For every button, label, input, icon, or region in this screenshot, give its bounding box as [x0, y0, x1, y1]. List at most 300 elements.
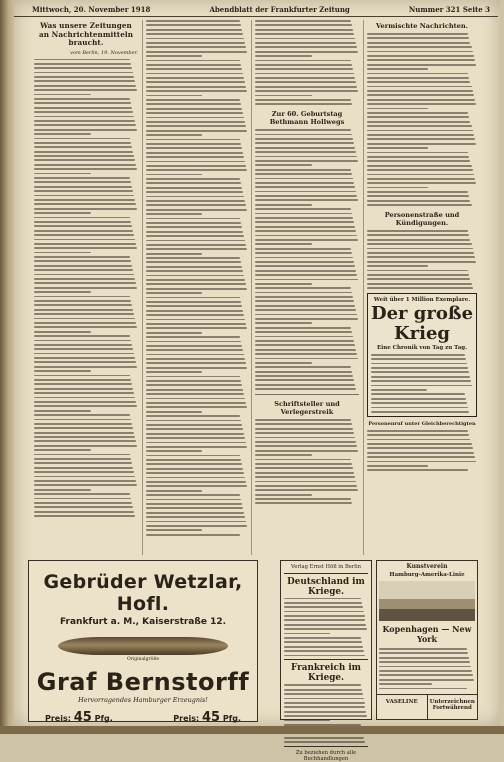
text-line: [146, 455, 240, 457]
text-line: [367, 278, 470, 280]
text-line: [34, 370, 91, 372]
text-line: [34, 366, 137, 368]
text-line: [34, 164, 136, 166]
text-line: [367, 274, 469, 276]
text-line: [367, 230, 468, 232]
text-line: [146, 134, 202, 136]
text-line: [255, 419, 351, 421]
text-line: [367, 33, 468, 35]
cigar-advertisement: [28, 560, 258, 725]
divider: [284, 573, 368, 574]
text-line: [146, 336, 240, 338]
text-line: [367, 169, 473, 171]
text-line: [367, 46, 472, 48]
text-line: [284, 720, 330, 722]
text-line: [34, 102, 131, 104]
text-line: [34, 133, 91, 135]
text-line: [255, 287, 351, 289]
book-advertisement: [367, 293, 477, 417]
text-line: [255, 60, 351, 62]
text-line: [34, 256, 130, 258]
text-line: [146, 55, 202, 57]
text-line: [284, 650, 364, 652]
text-line: [367, 64, 476, 66]
text-line: [379, 683, 432, 685]
text-line: [146, 424, 242, 426]
text-line: [34, 480, 136, 482]
text-line: [255, 252, 352, 254]
text-line: [255, 138, 353, 140]
text-line: [146, 178, 240, 180]
text-line: [146, 191, 243, 193]
text-line: [255, 292, 352, 294]
text-line: [367, 256, 475, 258]
text-line: [146, 125, 246, 127]
ad-subtitle: Eine Chronik von Tag zu Tag.: [376, 344, 468, 351]
text-line: [367, 116, 469, 118]
column-2: [146, 20, 248, 536]
text-line: [34, 120, 135, 122]
text-line: [367, 143, 476, 145]
text-line: [146, 266, 242, 268]
divider: [255, 394, 359, 395]
text-line: [284, 646, 363, 648]
text-line: [34, 168, 137, 170]
section-heading: Zur 60. Geburtstag Bethmann Hollwegs: [269, 110, 345, 127]
text-line: [255, 336, 353, 338]
text-line: [255, 371, 352, 373]
text-line: [146, 174, 202, 176]
text-line: [34, 212, 91, 214]
text-line: [379, 648, 467, 650]
text-line: [34, 94, 91, 96]
text-line: [146, 68, 242, 70]
text-line: [34, 335, 130, 337]
text-line: [371, 354, 465, 356]
text-line: [34, 146, 132, 148]
text-line: [367, 121, 470, 123]
text-line: [367, 130, 473, 132]
text-line: [146, 204, 246, 206]
text-line: [146, 442, 246, 444]
text-line: [146, 139, 240, 141]
text-line: [34, 493, 130, 495]
text-line: [34, 76, 134, 78]
text-line: [146, 319, 245, 321]
text-line: [34, 199, 135, 201]
text-line: [146, 297, 240, 299]
text-line: [255, 423, 352, 425]
text-line: [34, 85, 136, 87]
text-line: [255, 494, 312, 496]
text-line: [34, 440, 136, 442]
text-line: [255, 24, 352, 26]
text-line: [34, 234, 134, 236]
text-line: [34, 217, 130, 219]
page-edge-left: [0, 0, 14, 734]
text-line: [146, 161, 245, 163]
text-line: [379, 674, 473, 676]
article-body: [367, 230, 477, 289]
text-line: [255, 29, 353, 31]
text-line: [146, 235, 244, 237]
text-line: [255, 204, 312, 206]
section-heading: Schriftsteller und Verlegerstreik: [274, 400, 340, 417]
text-line: [255, 309, 356, 311]
text-line: [146, 112, 243, 114]
text-line: [146, 468, 243, 470]
text-line: [34, 63, 131, 65]
text-line: [146, 42, 245, 44]
text-line: [255, 77, 355, 79]
shipping-advertisement: [376, 560, 478, 720]
text-line: [367, 443, 472, 445]
text-line: [367, 77, 469, 79]
text-line: [255, 476, 355, 478]
text-line: [255, 463, 352, 465]
text-line: [367, 103, 476, 105]
text-line: [34, 397, 135, 399]
text-line: [367, 59, 475, 61]
text-line: [146, 288, 247, 290]
text-line: [146, 499, 241, 501]
text-line: [34, 304, 132, 306]
text-line: [367, 134, 474, 136]
notice-line: Personenruf unter Gleichberechtigten: [368, 420, 476, 427]
text-line: [255, 322, 312, 324]
text-line: [34, 427, 133, 429]
article-body: [255, 20, 359, 105]
text-line: [255, 489, 358, 491]
text-line: [284, 741, 365, 743]
text-line: [34, 252, 91, 254]
text-line: [255, 314, 357, 316]
text-line: [146, 301, 241, 303]
text-line: [146, 450, 202, 452]
text-line: [255, 265, 355, 267]
text-line: [255, 467, 353, 469]
header-date: Mittwoch, 20. November 1918: [32, 4, 151, 14]
text-line: [34, 142, 131, 144]
text-line: [367, 55, 474, 57]
text-line: [255, 331, 352, 333]
text-line: [255, 103, 352, 105]
text-line: [34, 129, 137, 131]
text-line: [255, 432, 354, 434]
text-line: [367, 178, 475, 180]
text-line: [367, 270, 468, 272]
text-line: [146, 389, 243, 391]
text-line: [367, 108, 428, 110]
text-line: [255, 33, 354, 35]
text-line: [255, 129, 351, 131]
text-line: [146, 428, 243, 430]
text-line: [284, 706, 365, 708]
text-line: [255, 366, 351, 368]
text-line: [367, 243, 472, 245]
text-line: [367, 42, 470, 44]
text-line: [255, 142, 354, 144]
text-line: [367, 51, 473, 53]
text-line: [371, 371, 469, 373]
text-line: [34, 423, 132, 425]
text-line: [146, 222, 241, 224]
column-1: [34, 20, 138, 517]
text-line: [255, 327, 351, 329]
text-line: [371, 380, 471, 382]
text-line: [146, 218, 240, 220]
text-line: [34, 506, 133, 508]
text-line: [371, 367, 468, 369]
text-line: [34, 353, 134, 355]
text-line: [284, 702, 365, 704]
text-line: [146, 393, 244, 395]
text-line: [367, 187, 428, 189]
ad-title: Der große Krieg: [371, 302, 474, 344]
text-line: [34, 269, 133, 271]
text-line: [146, 516, 245, 518]
text-line: [367, 152, 468, 154]
text-line: [255, 64, 352, 66]
text-line: [146, 472, 244, 474]
text-line: [146, 332, 202, 334]
text-line: [255, 226, 355, 228]
text-line: [34, 274, 134, 276]
text-line: [255, 318, 358, 320]
text-line: [34, 300, 131, 302]
ad-footer: Zu beziehen durch alle Buchhandlungen: [295, 750, 357, 762]
text-line: [367, 234, 469, 236]
text-line: [34, 445, 137, 447]
price-left: Preis: 45 Pfg.: [45, 710, 113, 725]
text-line: [34, 239, 135, 241]
text-line: [284, 684, 361, 686]
text-line: [284, 628, 367, 630]
text-line: [34, 72, 133, 74]
text-line: [255, 248, 351, 250]
text-line: [34, 449, 91, 451]
text-line: [255, 428, 353, 430]
text-line: [255, 199, 358, 201]
text-line: [255, 305, 355, 307]
header-page: Nummer 321 Seite 3: [408, 4, 490, 14]
text-line: [34, 484, 137, 486]
text-line: [146, 64, 241, 66]
text-line: [146, 402, 246, 404]
text-line: [367, 174, 474, 176]
text-line: [367, 434, 469, 436]
text-line: [371, 358, 466, 360]
text-line: [367, 200, 470, 202]
text-line: [255, 186, 355, 188]
text-line: [367, 86, 472, 88]
text-line: [367, 204, 472, 206]
text-line: [34, 405, 137, 407]
text-line: [146, 433, 244, 435]
text-line: [34, 476, 135, 478]
text-line: [284, 624, 366, 626]
text-line: [34, 159, 135, 161]
column-3: [255, 20, 359, 504]
text-line: [34, 309, 133, 311]
ad-title: Deutschland im Kriege.: [287, 576, 365, 597]
text-line: [146, 314, 244, 316]
section-heading: Vermischte Nachrichten.: [376, 22, 468, 30]
text-line: [255, 239, 358, 241]
text-line: [255, 151, 356, 153]
divider: [284, 659, 368, 660]
text-line: [34, 322, 136, 324]
text-line: [367, 112, 468, 114]
text-line: [367, 465, 428, 467]
text-line: [367, 261, 476, 263]
ad-kicker: Weit über 1 Million Exemplare.: [373, 296, 471, 303]
text-line: [367, 252, 474, 254]
text-line: [146, 371, 202, 373]
text-line: [255, 243, 312, 245]
text-line: [146, 521, 246, 523]
text-line: [371, 363, 467, 365]
text-line: [146, 376, 240, 378]
text-line: [255, 191, 356, 193]
text-line: [34, 151, 133, 153]
ad-body: [371, 354, 473, 413]
column-4: [367, 20, 477, 471]
text-line: [255, 73, 354, 75]
text-line: [367, 191, 468, 193]
text-line: [34, 357, 135, 359]
text-line: [255, 230, 356, 232]
text-line: [255, 340, 354, 342]
text-line: [34, 181, 131, 183]
text-line: [255, 459, 351, 461]
text-line: [146, 103, 241, 105]
text-line: [379, 679, 474, 681]
text-line: [146, 358, 245, 360]
text-line: [367, 37, 469, 39]
text-line: [255, 441, 356, 443]
text-line: [34, 511, 134, 513]
text-line: [367, 239, 470, 241]
text-line: [34, 383, 132, 385]
text-line: [371, 407, 468, 409]
text-line: [146, 323, 246, 325]
text-line: [255, 353, 357, 355]
book-series-advertisement: [280, 560, 372, 762]
text-line: [367, 287, 473, 289]
text-line: [146, 240, 245, 242]
article-body: [255, 129, 359, 390]
text-line: [34, 67, 132, 69]
text-line: [367, 68, 428, 70]
ad-address: Frankfurt a. M., Kaiserstraße 12.: [59, 617, 227, 627]
text-line: [146, 213, 202, 215]
text-line: [34, 282, 136, 284]
text-line: [255, 178, 353, 180]
text-line: [34, 331, 91, 333]
text-line: [146, 257, 240, 259]
text-line: [255, 384, 355, 386]
text-line: [34, 225, 132, 227]
text-line: [255, 213, 352, 215]
text-line: [367, 283, 472, 285]
text-line: [146, 209, 247, 211]
text-line: [34, 221, 131, 223]
header-paper: Abendblatt der Frankfurter Zeitung: [209, 4, 350, 14]
text-line: [379, 666, 471, 668]
text-line: [146, 156, 244, 158]
text-line: [146, 147, 242, 149]
text-line: [146, 187, 242, 189]
text-line: [34, 388, 133, 390]
text-line: [146, 437, 245, 439]
text-line: [34, 98, 130, 100]
text-line: [34, 278, 135, 280]
text-line: [146, 490, 202, 492]
text-line: [367, 81, 470, 83]
text-line: [146, 463, 242, 465]
text-line: [146, 261, 241, 263]
text-line: [146, 117, 244, 119]
text-line: [367, 99, 475, 101]
text-line: [146, 165, 246, 167]
text-line: [379, 688, 467, 690]
text-line: [371, 411, 469, 413]
text-line: [379, 670, 472, 672]
article-body: [34, 59, 138, 517]
text-line: [146, 380, 241, 382]
text-line: [34, 340, 131, 342]
text-line: [255, 283, 312, 285]
text-line: [367, 265, 428, 267]
text-line: [255, 81, 356, 83]
text-line: [371, 393, 465, 395]
text-line: [34, 260, 131, 262]
text-line: [284, 689, 362, 691]
text-line: [34, 436, 135, 438]
ad-body: [379, 648, 475, 689]
text-line: [255, 68, 353, 70]
vaseline-ad: VASELINE: [385, 699, 418, 705]
text-line: [34, 287, 137, 289]
article-byline: vom Berlin, 19. November.: [70, 49, 138, 56]
text-line: [255, 379, 354, 381]
text-line: [367, 430, 468, 432]
text-line: [284, 602, 362, 604]
text-line: [284, 619, 365, 621]
text-line: [146, 244, 246, 246]
text-line: [367, 447, 473, 449]
text-line: [255, 235, 357, 237]
text-line: [367, 147, 428, 149]
text-line: [255, 498, 351, 500]
text-line: [146, 354, 244, 356]
text-line: [34, 414, 130, 416]
text-line: [34, 59, 130, 61]
text-line: [255, 90, 358, 92]
text-line: [146, 182, 241, 184]
text-line: [255, 358, 358, 360]
text-line: [367, 248, 473, 250]
text-line: [255, 147, 355, 149]
ad-prices: [29, 704, 257, 725]
text-line: [255, 156, 357, 158]
text-line: [34, 111, 133, 113]
text-line: [146, 345, 242, 347]
cigar-illustration: [58, 637, 228, 655]
text-line: [34, 155, 134, 157]
text-line: [284, 615, 365, 617]
